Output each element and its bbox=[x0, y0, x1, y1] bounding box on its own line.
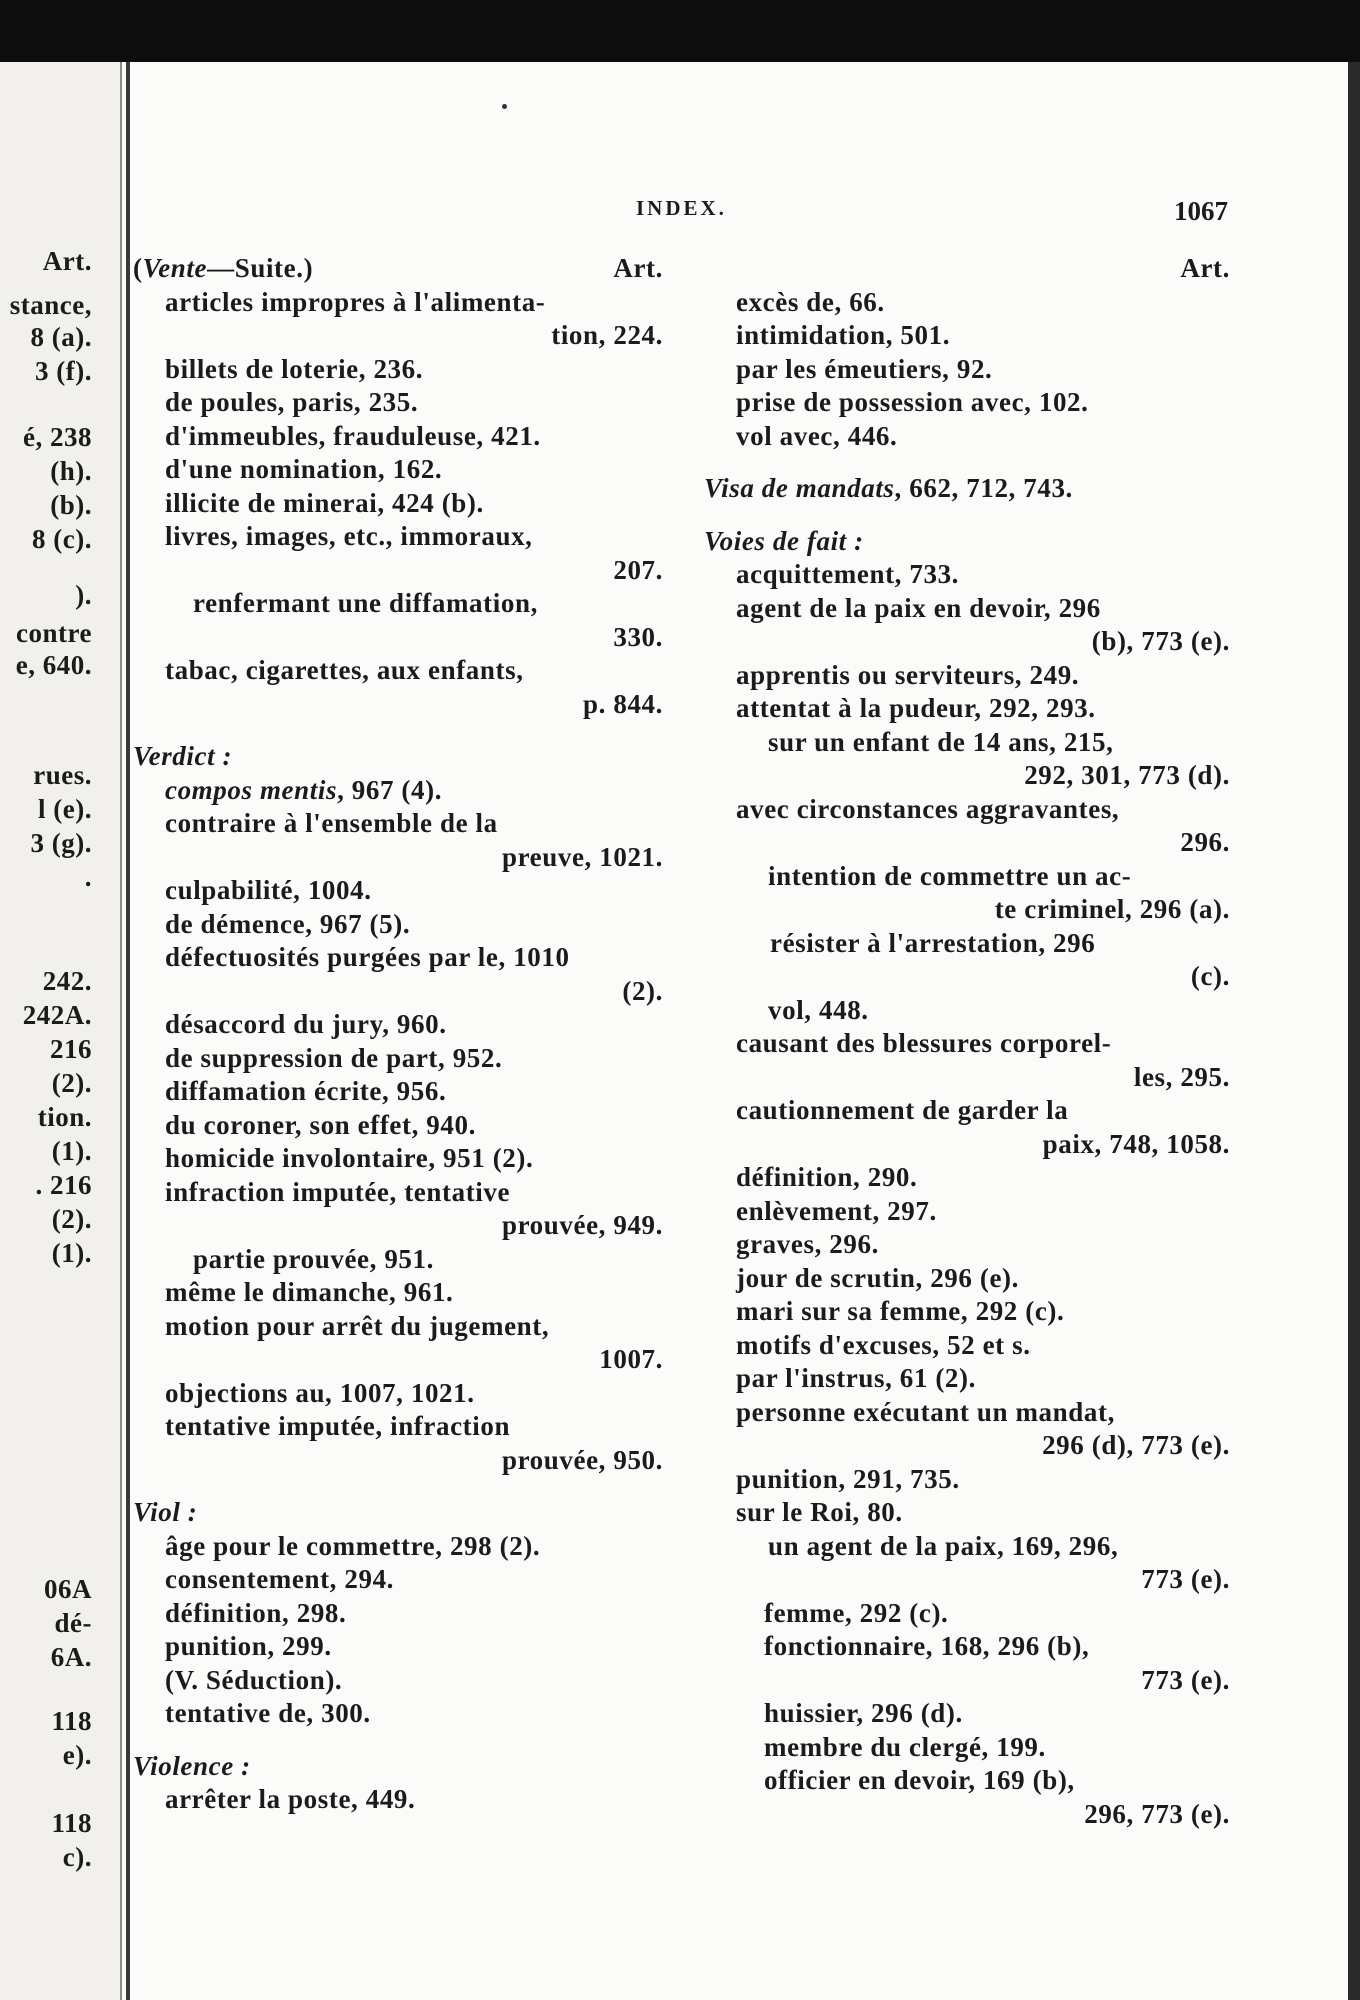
index-entry-line: du coroner, son effet, 940. bbox=[165, 1109, 476, 1140]
facing-page-text-fragment: 06A bbox=[44, 1574, 92, 1604]
section-heading-verdict: Verdict : bbox=[133, 741, 233, 771]
index-entry-line: de poules, paris, 235. bbox=[165, 387, 419, 417]
index-entry-line: par l'instrus, 61 (2). bbox=[736, 1363, 976, 1393]
index-entry-line: (b), 773 (e). bbox=[1091, 626, 1230, 656]
facing-page-text-fragment: 242A. bbox=[22, 1000, 92, 1030]
index-entry-line: punition, 299. bbox=[165, 1631, 332, 1661]
index-column-right bbox=[704, 252, 1230, 1831]
index-entry-line: tentative de, 300. bbox=[165, 1698, 371, 1728]
index-entry-line: par les émeutiers, 92. bbox=[736, 353, 993, 384]
index-entry-line: tabac, cigarettes, aux enfants, bbox=[165, 655, 524, 685]
facing-page-text-fragment: (1). bbox=[51, 1238, 92, 1268]
facing-page-text-fragment: c). bbox=[62, 1842, 92, 1872]
ink-speck bbox=[502, 104, 507, 109]
index-entry-line: un agent de la paix, 169, 296, bbox=[768, 1530, 1119, 1561]
index-entry-line: tentative imputée, infraction bbox=[165, 1411, 511, 1441]
facing-page-edge bbox=[0, 62, 120, 2000]
section-heading-voies-de-fait: Voies de fait : bbox=[704, 525, 864, 556]
index-entry-line: membre du clergé, 199. bbox=[764, 1731, 1046, 1762]
index-entry-line: renfermant une diffamation, bbox=[193, 588, 538, 618]
index-entry-line: acquittement, 733. bbox=[736, 559, 960, 589]
continuation-heading bbox=[133, 252, 663, 286]
entry-latin-term: compos mentis bbox=[165, 774, 338, 805]
visa-term: Visa de mandats bbox=[704, 473, 895, 503]
index-entry-line: (2). bbox=[622, 975, 663, 1006]
voies-de-fait-entries bbox=[704, 558, 1230, 1831]
scan-right-border bbox=[1348, 62, 1360, 2000]
index-entry-line: punition, 291, 735. bbox=[736, 1463, 960, 1494]
facing-page-text-fragment: 118 bbox=[51, 1706, 92, 1736]
index-entry-line: d'une nomination, 162. bbox=[165, 454, 443, 484]
index-entry-line: définition, 298. bbox=[165, 1597, 347, 1628]
index-entry-line: agent de la paix en devoir, 296 bbox=[736, 592, 1101, 623]
index-entry-line: d'immeubles, frauduleuse, 421. bbox=[165, 420, 541, 451]
index-entry-line: arrêter la poste, 449. bbox=[165, 1784, 416, 1814]
facing-page-text-fragment: ). bbox=[75, 580, 92, 610]
facing-page-text-fragment: dé- bbox=[54, 1608, 92, 1638]
index-entry-line: officier en devoir, 169 (b), bbox=[764, 1765, 1075, 1795]
facing-page-text-fragment: (2). bbox=[51, 1068, 92, 1098]
index-entry-line: (V. Séduction). bbox=[165, 1664, 343, 1695]
facing-page-text-fragment: 3 (f). bbox=[35, 356, 92, 386]
section-heading-viol: Viol : bbox=[133, 1497, 198, 1527]
scan-top-border bbox=[0, 0, 1360, 62]
index-entry-line: illicite de minerai, 424 (b). bbox=[165, 487, 484, 518]
header-title: INDEX. bbox=[636, 196, 727, 220]
index-entry-line: articles impropres à l'alimenta- bbox=[165, 286, 546, 317]
index-entry-line: les, 295. bbox=[1133, 1061, 1230, 1092]
facing-page-text-fragment: 8 (c). bbox=[32, 524, 92, 554]
facing-page-text-fragment: 8 (a). bbox=[30, 322, 92, 352]
index-entry-line: femme, 292 (c). bbox=[764, 1597, 949, 1628]
index-entry-line: enlèvement, 297. bbox=[736, 1195, 937, 1226]
vente-entries bbox=[133, 286, 663, 722]
facing-page-text-fragment: 118 bbox=[51, 1808, 92, 1838]
facing-page-text-fragment: 6A. bbox=[50, 1642, 92, 1672]
index-entry-line: sur le Roi, 80. bbox=[736, 1497, 903, 1527]
facing-page-text-fragment: stance, bbox=[9, 290, 92, 320]
index-entry bbox=[133, 774, 663, 808]
index-entry-line: prise de possession avec, 102. bbox=[736, 387, 1089, 417]
index-entry-line: motifs d'excuses, 52 et s. bbox=[736, 1329, 1031, 1360]
index-entry-line: vol avec, 446. bbox=[736, 420, 898, 451]
index-entry-line: billets de loterie, 236. bbox=[165, 353, 424, 384]
index-entry-line: livres, images, etc., immoraux, bbox=[165, 521, 533, 551]
continuation-term: Vente bbox=[142, 253, 208, 283]
index-entry-line: apprentis ou serviteurs, 249. bbox=[736, 659, 1080, 690]
index-entry-line: cautionnement de garder la bbox=[736, 1095, 1069, 1125]
facing-page-text-fragment: l (e). bbox=[38, 794, 92, 824]
facing-page-text-fragment: . bbox=[84, 862, 92, 892]
paren-open: ( bbox=[133, 253, 143, 283]
index-entry-line: avec circonstances aggravantes, bbox=[736, 793, 1120, 824]
section-heading-violence: Violence : bbox=[133, 1750, 251, 1781]
index-entry-line: motion pour arrêt du jugement, bbox=[165, 1310, 550, 1341]
viol-entries bbox=[133, 1530, 663, 1731]
facing-page-text-fragment: 242. bbox=[42, 966, 92, 996]
index-entry-line: (c). bbox=[1190, 961, 1230, 991]
facing-page-text-fragment: rues. bbox=[33, 760, 92, 790]
index-entry-line: défectuosités purgées par le, 1010 bbox=[165, 942, 570, 972]
facing-page-text-fragment: 3 (g). bbox=[30, 828, 92, 858]
index-entry-line: même le dimanche, 961. bbox=[165, 1277, 454, 1307]
facing-page-text-fragment: (h). bbox=[50, 456, 92, 486]
index-entry-line: partie prouvée, 951. bbox=[193, 1243, 434, 1274]
index-entry-line: 296, 773 (e). bbox=[1084, 1798, 1230, 1829]
binding-shadow bbox=[120, 62, 122, 2000]
index-entry-line: p. 844. bbox=[583, 688, 663, 719]
index-entry-line: définition, 290. bbox=[736, 1162, 918, 1192]
facing-page-text-fragment: (1). bbox=[51, 1136, 92, 1166]
index-entry-line: 1007. bbox=[599, 1344, 663, 1374]
verdict-entries bbox=[133, 807, 663, 1477]
index-entry-line: attentat à la pudeur, 292, 293. bbox=[736, 693, 1096, 723]
facing-page-text-fragment: e). bbox=[62, 1740, 92, 1770]
index-entry-line: graves, 296. bbox=[736, 1229, 879, 1259]
index-entry-line: 296. bbox=[1180, 827, 1230, 857]
index-entry-line: intention de commettre un ac- bbox=[768, 860, 1132, 891]
art-label: Art. bbox=[613, 253, 663, 283]
index-entry-line: prouvée, 949. bbox=[501, 1210, 663, 1240]
facing-page-text-fragment: contre bbox=[16, 618, 92, 648]
index-entry-line: fonctionnaire, 168, 296 (b), bbox=[764, 1631, 1090, 1661]
index-entry-line: résister à l'arrestation, 296 bbox=[770, 927, 1096, 958]
index-entry-line: intimidation, 501. bbox=[736, 320, 951, 350]
index-entry-line: tion, 224. bbox=[551, 320, 663, 350]
index-entry-line: infraction imputée, tentative bbox=[165, 1176, 511, 1207]
index-entry-line: personne exécutant un mandat, bbox=[736, 1396, 1115, 1427]
facing-page-text-fragment: (2). bbox=[51, 1204, 92, 1234]
index-entry-line: désaccord du jury, 960. bbox=[165, 1009, 447, 1039]
index-entry-line: sur un enfant de 14 ans, 215, bbox=[768, 726, 1114, 757]
index-entry-line: 773 (e). bbox=[1141, 1564, 1230, 1594]
facing-page-text-fragment: é, 238 bbox=[23, 422, 92, 452]
art-label: Art. bbox=[1180, 253, 1230, 283]
running-header bbox=[0, 196, 1360, 230]
facing-page-text-fragment: e, 640. bbox=[15, 650, 92, 680]
page-number: 1067 bbox=[1174, 196, 1228, 226]
page-binding-line bbox=[126, 62, 130, 2000]
entry-refs: , 967 (4). bbox=[337, 774, 443, 805]
index-entry-line: 773 (e). bbox=[1141, 1664, 1230, 1695]
index-entry-line: preuve, 1021. bbox=[501, 841, 663, 872]
index-entry-line: 330. bbox=[613, 621, 663, 652]
index-entry-line: excès de, 66. bbox=[736, 286, 885, 317]
facing-page-text-fragment: 216 bbox=[50, 1034, 92, 1064]
index-entry-line: 292, 301, 773 (d). bbox=[1024, 760, 1230, 790]
section-heading-visa bbox=[704, 472, 1230, 506]
violence-entries bbox=[133, 1783, 663, 1817]
index-entry-line: jour de scrutin, 296 (e). bbox=[736, 1262, 1019, 1293]
violence-continued-entries bbox=[704, 286, 1230, 454]
index-entry-line: de suppression de part, 952. bbox=[165, 1042, 503, 1073]
index-entry-line: paix, 748, 1058. bbox=[1042, 1128, 1230, 1159]
facing-page-text-fragment: Art. bbox=[42, 246, 92, 276]
facing-page-text-fragment: tion. bbox=[37, 1102, 92, 1132]
index-entry-line: 207. bbox=[613, 554, 663, 585]
index-entry-line: prouvée, 950. bbox=[501, 1444, 663, 1475]
index-entry-line: homicide involontaire, 951 (2). bbox=[165, 1143, 534, 1173]
index-entry-line: consentement, 294. bbox=[165, 1564, 395, 1594]
index-entry-line: objections au, 1007, 1021. bbox=[165, 1377, 475, 1408]
index-entry-line: contraire à l'ensemble de la bbox=[165, 808, 498, 838]
index-entry-line: culpabilité, 1004. bbox=[165, 875, 372, 905]
index-entry-line: vol, 448. bbox=[768, 994, 869, 1025]
index-entry-line: diffamation écrite, 956. bbox=[165, 1076, 447, 1106]
index-entry-line: âge pour le commettre, 298 (2). bbox=[165, 1530, 541, 1561]
continuation-suffix: —Suite.) bbox=[207, 253, 314, 283]
facing-page-text-fragment: (b). bbox=[50, 490, 92, 520]
index-entry-line: de démence, 967 (5). bbox=[165, 908, 411, 939]
index-entry-line: mari sur sa femme, 292 (c). bbox=[736, 1296, 1065, 1326]
facing-page-text-fragment: . 216 bbox=[35, 1170, 92, 1200]
index-entry-line: 296 (d), 773 (e). bbox=[1042, 1430, 1230, 1460]
index-column-left bbox=[133, 252, 663, 1817]
index-entry-line: huissier, 296 (d). bbox=[764, 1698, 963, 1728]
visa-refs: , 662, 712, 743. bbox=[894, 473, 1073, 503]
index-entry-line: te criminel, 296 (a). bbox=[994, 894, 1230, 924]
index-entry-line: causant des blessures corporel- bbox=[736, 1028, 1112, 1058]
